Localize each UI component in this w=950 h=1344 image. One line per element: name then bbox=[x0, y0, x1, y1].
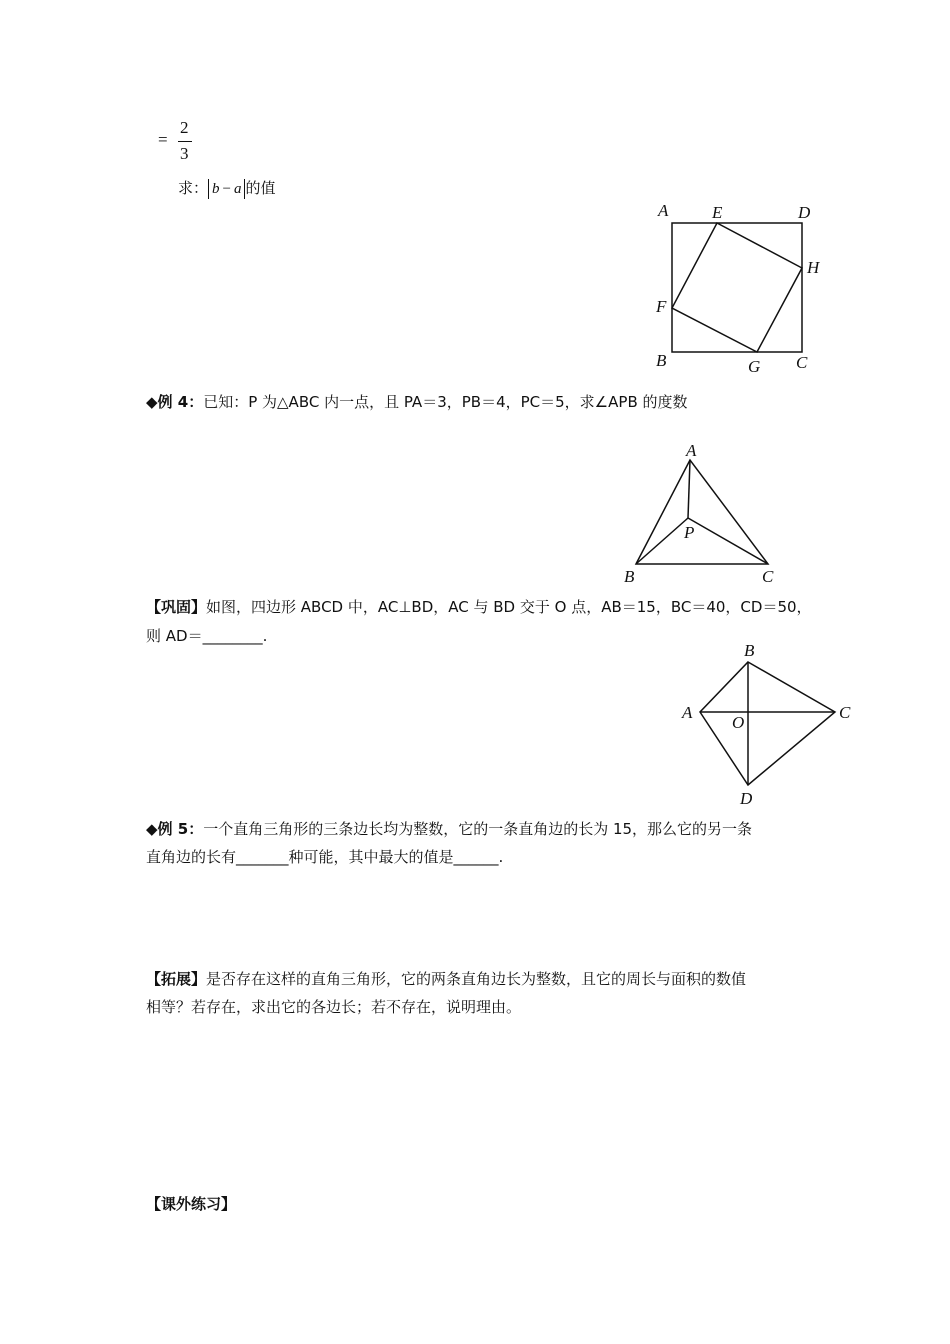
extension-marker: 【拓展】 bbox=[146, 970, 207, 988]
homework-heading: 【课外练习】 bbox=[146, 1195, 237, 1213]
consolidate-line-2: 则 AD＝________. bbox=[146, 627, 268, 645]
example-4 bbox=[146, 388, 688, 416]
label-D: D bbox=[740, 789, 753, 808]
example-5-line-2: 直角边的长有_______种可能，其中最大的值是______. bbox=[146, 848, 504, 866]
triangle-ABC bbox=[636, 460, 768, 564]
consolidate-line-1 bbox=[146, 593, 812, 621]
fraction-two-thirds bbox=[158, 118, 198, 166]
label-D: D bbox=[798, 203, 811, 222]
minus-sign: − bbox=[222, 181, 231, 197]
label-C: C bbox=[762, 567, 774, 586]
example-5-marker: ◆例 5： bbox=[146, 820, 204, 838]
label-H: H bbox=[807, 258, 820, 277]
label-C: C bbox=[796, 353, 808, 372]
triangle-figure bbox=[618, 438, 788, 590]
label-A: A bbox=[682, 703, 693, 722]
label-G: G bbox=[748, 357, 761, 376]
segment-PC bbox=[688, 518, 768, 564]
extension-line-1 bbox=[146, 965, 746, 993]
inner-square bbox=[672, 223, 802, 352]
question-prefix: 求： bbox=[178, 179, 209, 197]
label-C: C bbox=[839, 703, 851, 722]
label-O: O bbox=[732, 713, 745, 732]
fraction-numerator: 2 bbox=[180, 118, 189, 137]
equals-sign: = bbox=[158, 130, 168, 149]
extension-text-1: 是否存在这样的直角三角形，它的两条直角边长为整数，且它的周长与面积的数值 bbox=[206, 970, 747, 988]
quadrilateral-ABCD bbox=[700, 662, 835, 785]
example-4-text: 已知：P 为△ABC 内一点，且 PA＝3，PB＝4，PC＝5，求∠APB 的度数 bbox=[203, 393, 688, 411]
extension-line-2: 相等？若存在，求出它的各边长；若不存在，说明理由。 bbox=[146, 998, 522, 1016]
question-abs-value bbox=[178, 174, 276, 202]
label-P: P bbox=[684, 523, 695, 542]
example-4-marker: ◆例 4： bbox=[146, 393, 204, 411]
outer-square bbox=[672, 223, 802, 352]
label-E: E bbox=[712, 203, 723, 222]
quadrilateral-figure bbox=[678, 640, 860, 810]
label-A: A bbox=[658, 201, 669, 220]
consolidate-marker: 【巩固】 bbox=[146, 598, 207, 616]
square-figure bbox=[650, 198, 830, 380]
fraction-denominator: 3 bbox=[180, 144, 189, 163]
label-B: B bbox=[656, 351, 667, 370]
var-a: a bbox=[233, 181, 242, 197]
abs-value-expression bbox=[208, 179, 245, 199]
question-suffix: 的值 bbox=[245, 179, 276, 197]
segment-PA bbox=[688, 460, 690, 518]
var-b: b bbox=[212, 181, 220, 197]
consolidate-text-1: 如图，四边形 ABCD 中，AC⊥BD，AC 与 BD 交于 O 点，AB＝15，BC＝40，CD＝50， bbox=[206, 598, 812, 616]
label-B: B bbox=[624, 567, 635, 586]
label-A: A bbox=[686, 441, 697, 460]
label-F: F bbox=[656, 297, 667, 316]
fraction-bar bbox=[178, 141, 192, 142]
segment-PB bbox=[636, 518, 688, 564]
example-5-line-1 bbox=[146, 815, 752, 843]
example-5-text-1: 一个直角三角形的三条边长均为整数，它的一条直角边的长为 15，那么它的另一条 bbox=[203, 820, 753, 838]
label-B: B bbox=[744, 641, 755, 660]
